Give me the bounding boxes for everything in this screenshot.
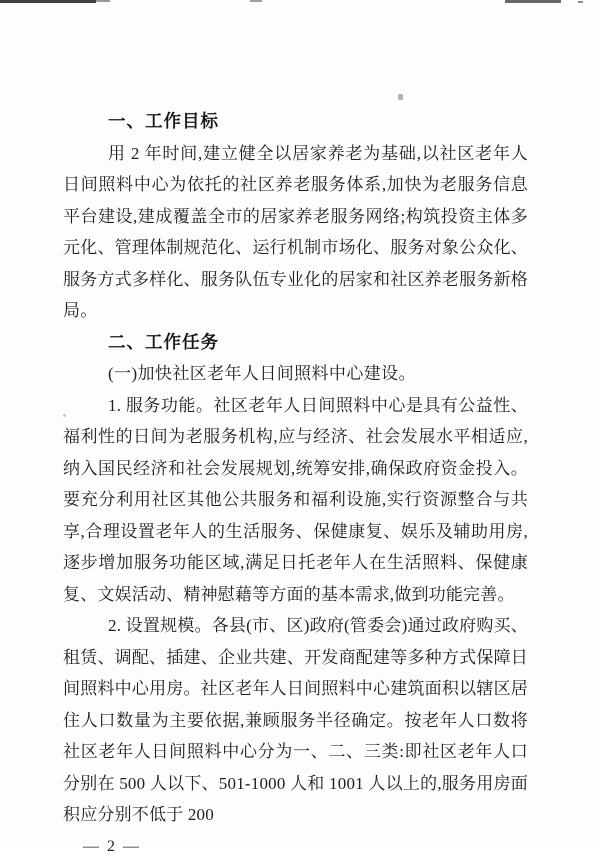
section-2-paragraph-2: 2. 设置规模。各县(市、区)政府(管委会)通过政府购买、租赁、调配、插建、企业共建、开发商配建等多种方式保障日间照料中心用房。社区老年人日间照料中心建筑面积以辖区居住人口数量为主要依据,兼顾服务半径确定。按老年人口数将社区老年人日间照料中心分为一、二、三类:即社区老年人口分别在 500 人以下、501-1000 人和 1001 人以上的,服务用房面积应分别不低于 200 xyxy=(63,610,528,831)
section-2-paragraph-1: 1. 服务功能。社区老年人日间照料中心是具有公益性、福利性的日间为老服务机构,应与经济、社会发展水平相适应,纳入国民经济和社会发展规划,统筹安排,确保政府资金投入。要充分利用社区其他公共服务和福利设施,实行资源整合与共享,合理设置老年人的生活服务、保健康复、娱乐及辅助用房,逐步增加服务功能区域,满足日托老年人在生活照料、保健康复、文娱活动、精神慰藉等方面的基本需求,做到功能完善。 xyxy=(63,390,528,611)
scan-edge-artifact xyxy=(250,0,262,2)
scan-edge-artifact xyxy=(578,1,583,3)
scan-edge-artifact xyxy=(96,0,110,2)
scan-edge-artifact xyxy=(0,0,96,3)
scan-edge-artifact xyxy=(505,0,561,3)
section-2-subheading: (一)加快社区老年人日间照料中心建设。 xyxy=(63,358,528,390)
section-2-heading: 二、工作任务 xyxy=(63,327,528,359)
section-1-paragraph: 用 2 年时间,建立健全以居家养老为基础,以社区老年人日间照料中心为依托的社区养老服务体系,加快为老服务信息平台建设,建成覆盖全市的居家养老服务网络;构筑投资主体多元化、管理体制规范化、运行机制市场化、服务对象公众化、服务方式多样化、服务队伍专业化的居家和社区养老服务新格局。 xyxy=(63,138,528,327)
scan-speck xyxy=(398,94,403,100)
section-1-heading: 一、工作目标 xyxy=(63,106,528,138)
page-number: — 2 — xyxy=(63,831,528,862)
document-body xyxy=(63,106,528,862)
